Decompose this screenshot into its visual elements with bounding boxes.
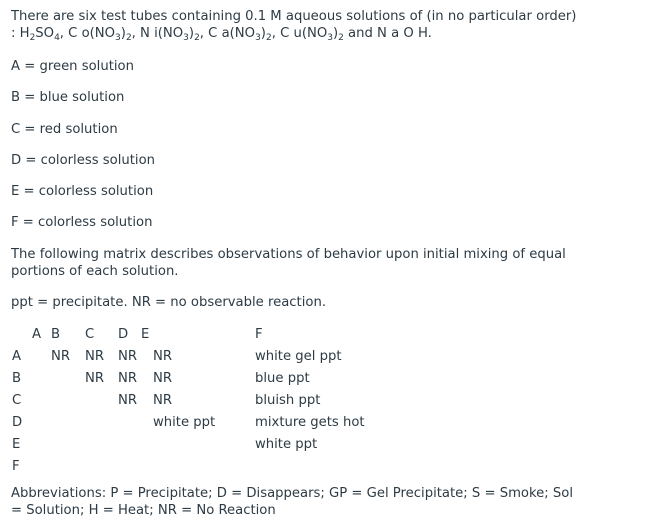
col-header-f: F xyxy=(255,327,263,342)
cell-e-f: white ppt xyxy=(255,437,318,452)
row-header-f: F xyxy=(12,459,20,474)
col-header-e: E xyxy=(141,327,150,342)
cell-a-f: white gel ppt xyxy=(255,349,342,364)
col-header-c: C xyxy=(85,327,95,342)
cell-b-e: NR xyxy=(153,371,173,386)
cell-b-c: NR xyxy=(85,371,105,386)
row-header-c: C xyxy=(12,393,22,408)
intro-line-1: There are six test tubes containing 0.1 M aqueous solutions of (in no particular order) xyxy=(11,9,577,24)
cell-c-e: NR xyxy=(153,393,173,408)
cell-d-e: white ppt xyxy=(153,415,216,430)
row-header-d: D xyxy=(12,415,23,430)
intro-line-2: : $H_2SO_4$, C $o(NO_3)_2$, N $i(NO_3)_2$, C $a(NO_3)_2$, C $u(NO_3)_2$ and N a O H. xyxy=(11,26,432,43)
intro-paragraph xyxy=(11,8,611,42)
cell-a-e: NR xyxy=(153,349,173,364)
cell-b-f: blue ppt xyxy=(255,371,310,386)
abbreviations-footer: Abbreviations: P = Precipitate; D = Disappears; GP = Gel Precipitate; S = Smoke; Sol = Solution; H = Heat; NR = No Reaction xyxy=(11,486,574,518)
cell-b-d: NR xyxy=(118,371,138,386)
abbreviation-note: ppt = precipitate. NR = no observable reaction. xyxy=(11,295,327,310)
solution-d: D = colorless solution xyxy=(11,153,155,168)
cell-a-b: NR xyxy=(51,349,71,364)
cell-a-d: NR xyxy=(118,349,138,364)
solution-b: B = blue solution xyxy=(11,90,125,105)
cell-c-f: bluish ppt xyxy=(255,393,321,408)
col-header-d: D xyxy=(118,327,129,342)
row-header-b: B xyxy=(12,371,22,386)
cell-d-f: mixture gets hot xyxy=(255,415,365,430)
solution-e: E = colorless solution xyxy=(11,184,154,199)
solution-a: A = green solution xyxy=(11,59,134,74)
matrix-intro: The following matrix describes observations of behavior upon initial mixing of equal portions of each solution. xyxy=(11,247,566,279)
row-header-a: A xyxy=(12,349,22,364)
cell-a-c: NR xyxy=(85,349,105,364)
row-header-e: E xyxy=(12,437,21,452)
col-header-b: B xyxy=(51,327,61,342)
col-header-a: A xyxy=(32,327,42,342)
solution-c: C = red solution xyxy=(11,122,118,137)
solution-f: F = colorless solution xyxy=(11,215,153,230)
cell-c-d: NR xyxy=(118,393,138,408)
